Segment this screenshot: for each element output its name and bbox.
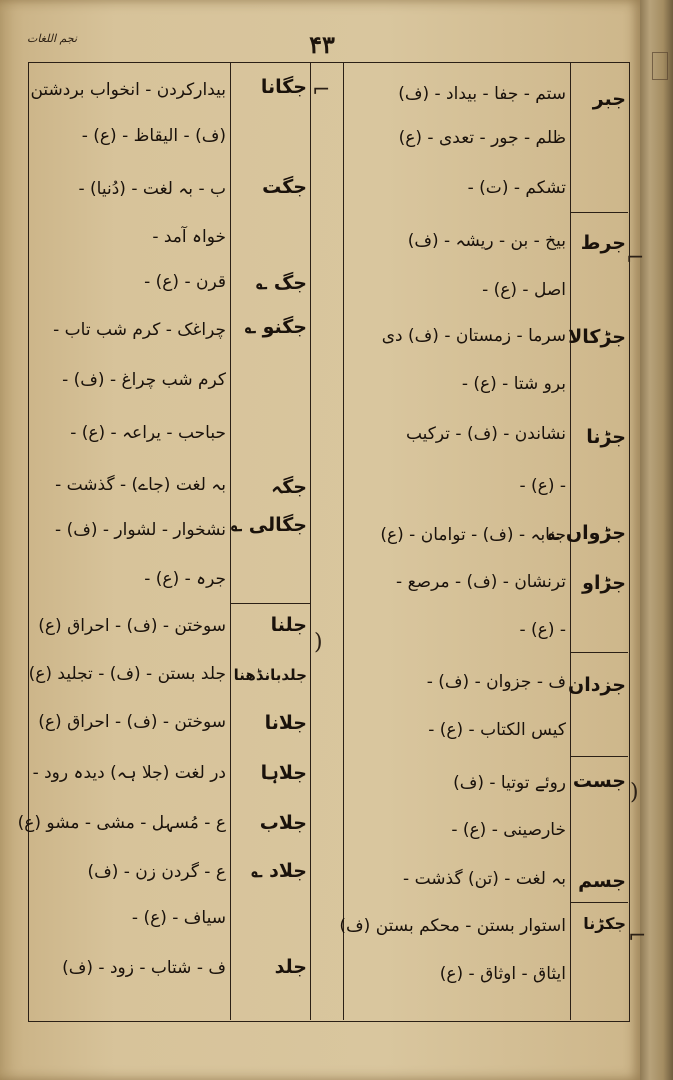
- definition-line: کیس الکتاب - (ع) -: [428, 720, 566, 740]
- headword: جڑاو: [582, 572, 626, 594]
- definition-line: (ف) - الیقاظ - (ع) -: [81, 126, 226, 146]
- definition-line: خارصینی - (ع) -: [451, 820, 566, 840]
- bracket-mark: ⌐: [628, 924, 647, 949]
- definition-line: خواہ آمد -: [152, 227, 226, 247]
- headword: جگانا: [260, 76, 307, 98]
- headword: جلانا: [264, 712, 307, 734]
- headword: جڑواں ؎: [548, 522, 626, 544]
- running-header: نجم اللغات: [26, 32, 78, 45]
- headword: جگنو ؎: [244, 316, 307, 338]
- definition-line: ظلم - جور - تعدی - (ع): [398, 128, 566, 148]
- right-headwords-column: [548, 0, 626, 1080]
- definition-line: بہ لغت - (تن) گذشت -: [403, 869, 566, 889]
- definition-line: بہ لغت (جاے) - گذشت -: [55, 475, 226, 495]
- headword: جزدان: [568, 674, 626, 696]
- definition-line: تشکم - (ت) -: [467, 178, 566, 198]
- bracket-mark: ): [630, 780, 639, 805]
- headword: جسم: [578, 870, 626, 892]
- definition-line: حباحب - یراعہ - (ع) -: [70, 423, 226, 443]
- definition-line: - (ع) -: [519, 620, 566, 640]
- column-divider: [343, 62, 344, 1020]
- definition-line: ع - مُسہل - مشی - مشو (ع): [17, 813, 226, 833]
- definition-line: بیدارکردن - انخواب بردشتن: [30, 80, 226, 100]
- headword: جبر: [592, 88, 626, 110]
- bracket-mark: ⌐: [312, 78, 331, 103]
- definition-line: اصل - (ع) -: [482, 280, 566, 300]
- headword: جلد: [274, 956, 307, 978]
- definition-line: روئے توتیا - (ف): [453, 773, 566, 793]
- definition-line: نشخوار - لشوار - (ف) -: [55, 520, 226, 540]
- definition-line: چراغک - کرم شب تاب -: [53, 320, 226, 340]
- definition-line: ع - گردن زن - (ف): [87, 862, 226, 882]
- definition-line: - (ع) -: [519, 476, 566, 496]
- definition-line: ف - جزوان - (ف) -: [426, 672, 566, 692]
- bracket-mark: ⌐: [626, 246, 645, 271]
- definition-line: کرم شب چراغ - (ف) -: [62, 370, 226, 390]
- headword: جلاہا: [260, 762, 307, 784]
- headword: جڑنا: [586, 426, 626, 448]
- headword: جگہ: [271, 476, 307, 498]
- column-divider: [310, 62, 311, 1020]
- definition-line: سوختن - (ف) - احراق (ع): [38, 616, 226, 636]
- definition-line: ستم - جفا - بیداد - (ف): [398, 84, 566, 104]
- headword: جکڑنا: [583, 914, 626, 933]
- definition-line: نشاندن - (ف) - ترکیب: [405, 424, 566, 444]
- edge-mark: [652, 52, 668, 80]
- headword: جست: [572, 770, 626, 792]
- definition-line: جنابہ - (ف) - توامان - (ع): [380, 525, 566, 545]
- headword: جلاد ؎: [251, 860, 307, 882]
- headword: جڑکالا: [568, 326, 626, 348]
- definition-line: جلد بستن - (ف) - تجلید (ع): [28, 664, 226, 684]
- left-definitions-column: [17, 0, 226, 1080]
- headword: جگالی ؎: [231, 514, 307, 536]
- definition-line: در لغت (جلا ہہ) دیدہ رود -: [32, 763, 226, 783]
- definition-line: جرہ - (ع) -: [144, 569, 226, 589]
- definition-line: سرما - زمستان - (ف) دی: [381, 326, 566, 346]
- right-definitions-column: [339, 0, 566, 1080]
- column-divider: [230, 62, 231, 1020]
- definition-line: ب - بہ لغت - (دُنیا) -: [78, 179, 226, 199]
- definition-line: سوختن - (ف) - احراق (ع): [38, 712, 226, 732]
- headword: جرط: [580, 232, 626, 254]
- page-edge: [640, 0, 673, 1080]
- definition-line: سیاف - (ع) -: [131, 908, 226, 928]
- headword: جلاب: [259, 812, 307, 834]
- headword: جگ ؎: [256, 272, 307, 294]
- definition-line: بیخ - بن - ریشہ - (ف): [407, 231, 566, 251]
- definition-line: ترنشان - (ف) - مرصع -: [396, 572, 566, 592]
- bracket-mark: ): [314, 630, 323, 655]
- left-headwords-column: [233, 0, 307, 1080]
- headword: جلنا: [270, 614, 307, 636]
- headword: جلدبانڈھنا: [233, 666, 307, 684]
- definition-line: ایثاق - اوثاق - (ع): [439, 964, 566, 984]
- headword: جگت: [262, 176, 307, 198]
- page-number: ۴۳: [309, 30, 335, 59]
- definition-line: برو شتا - (ع) -: [461, 374, 566, 394]
- definition-line: قرن - (ع) -: [144, 272, 226, 292]
- definition-line: استوار بستن - محکم بستن (ف): [339, 916, 566, 936]
- definition-line: ف - شتاب - زود - (ف): [62, 958, 226, 978]
